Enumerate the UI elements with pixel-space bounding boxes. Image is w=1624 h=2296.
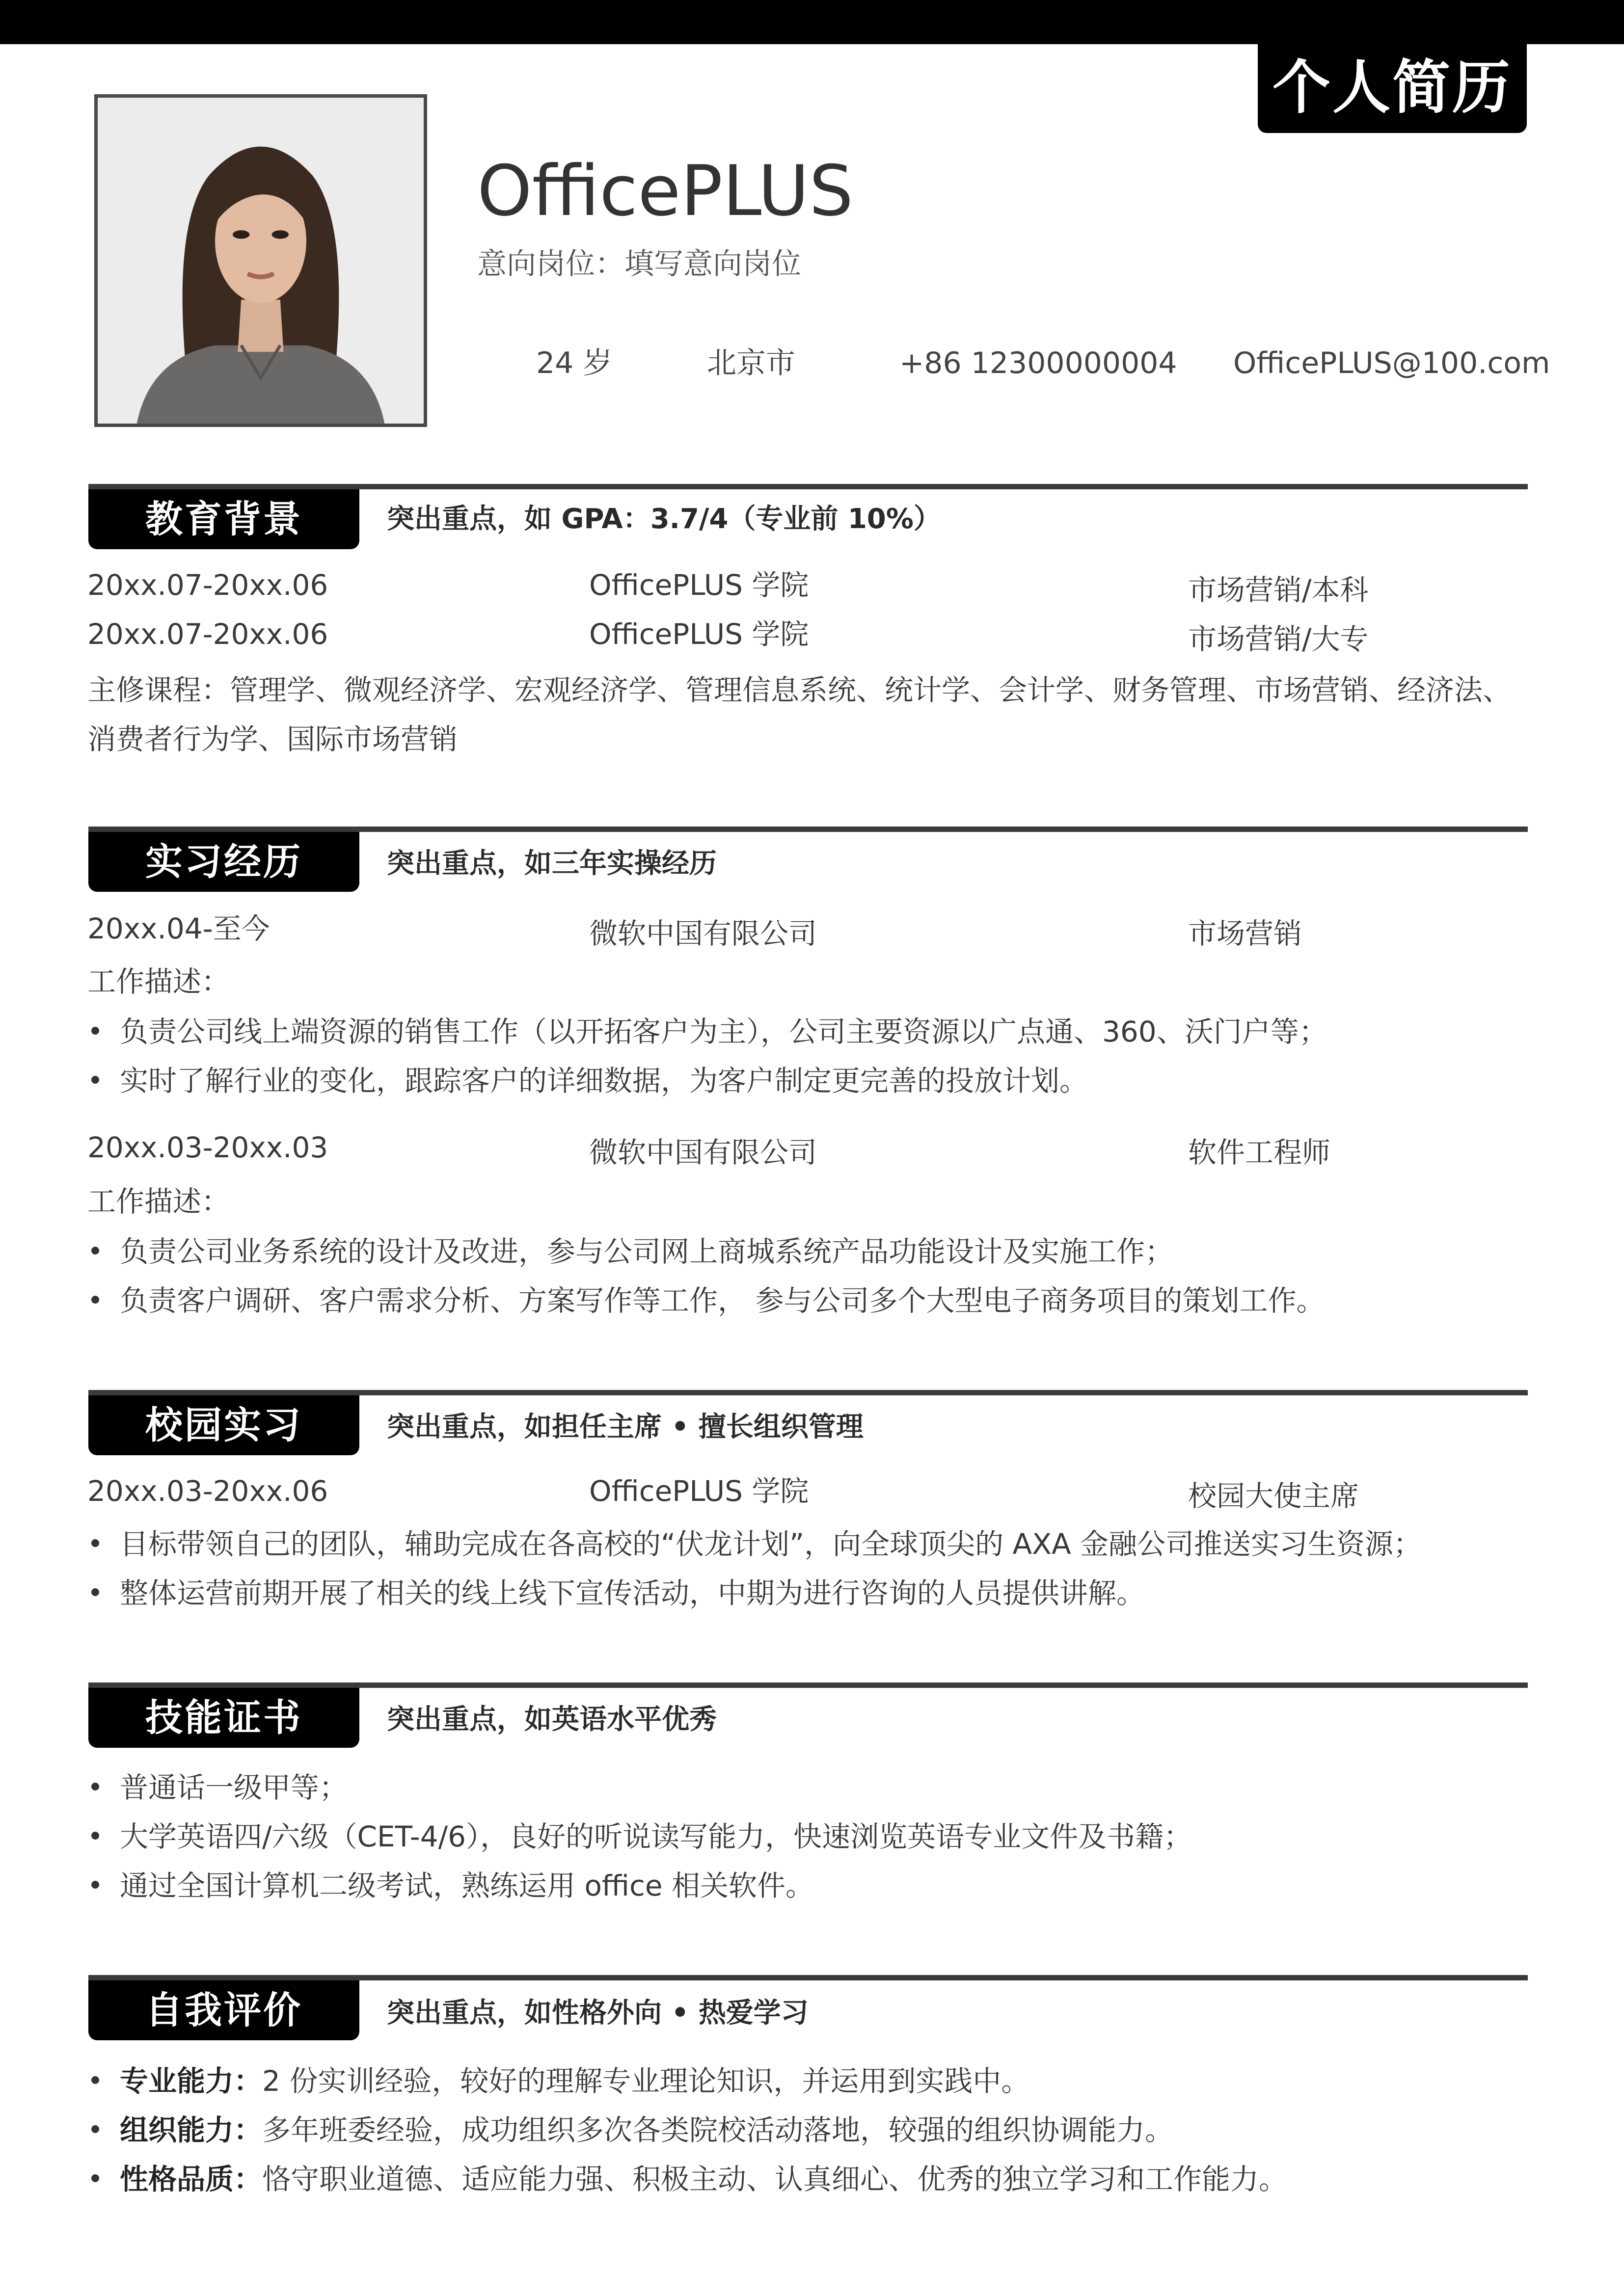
bullet-dot xyxy=(91,1588,99,1596)
edu-major: 市场营销/大专 xyxy=(1188,622,1369,656)
campus-school: OfficePLUS 学院 xyxy=(589,1474,809,1508)
education-divider xyxy=(88,484,1528,489)
edu-date: 20xx.07-20xx.06 xyxy=(87,617,328,651)
list-item: 通过全国计算机二级考试，熟练运用 office 相关软件。 xyxy=(87,1866,814,1905)
bullet-dot xyxy=(91,1881,99,1889)
job-company: 微软中国有限公司 xyxy=(589,917,817,950)
bullet-dot xyxy=(91,1076,99,1084)
city: 北京市 xyxy=(707,346,795,380)
campus-date: 20xx.03-20xx.06 xyxy=(87,1474,328,1508)
education-highlight: 突出重点，如 GPA：3.7/4（专业前 10%） xyxy=(387,503,941,535)
list-item: 性格品质：恪守职业道德、适应能力强、积极主动、认真细心、优秀的独立学习和工作能力。 xyxy=(87,2160,1287,2199)
list-item: 负责公司业务系统的设计及改进，参与公司网上商城系统产品功能设计及实施工作； xyxy=(87,1232,1173,1271)
list-item: 专业能力：2 份实训经验，较好的理解专业理论知识，并运用到实践中。 xyxy=(87,2061,1029,2101)
internship-title: 实习经历 xyxy=(88,832,359,892)
edu-school: OfficePLUS 学院 xyxy=(589,617,809,651)
profile-photo xyxy=(94,94,427,427)
list-item: 大学英语四/六级（CET-4/6），良好的听说读写能力，快速浏览英语专业文件及书籍； xyxy=(87,1817,1192,1856)
bullet-dot xyxy=(91,1027,99,1035)
job-desc-label: 工作描述： xyxy=(87,965,230,998)
campus-role: 校园大使主席 xyxy=(1188,1479,1359,1513)
campus-title: 校园实习 xyxy=(88,1395,359,1455)
age: 24 岁 xyxy=(536,346,613,380)
edu-date: 20xx.07-20xx.06 xyxy=(87,568,328,602)
internship-highlight: 突出重点，如三年实操经历 xyxy=(387,848,717,880)
list-item: 负责客户调研、客户需求分析、方案写作等工作， 参与公司多个大型电子商务项目的策划工作。 xyxy=(87,1281,1325,1320)
bullet-dot xyxy=(91,1539,99,1547)
top-bar xyxy=(0,0,1624,44)
job-desc-label: 工作描述： xyxy=(87,1185,230,1218)
bullet-dot xyxy=(91,1247,99,1255)
candidate-name: OfficePLUS xyxy=(477,151,854,232)
bullet-dot xyxy=(91,2125,99,2133)
resume-badge: 个人简历 xyxy=(1258,42,1527,133)
self-title: 自我评价 xyxy=(88,1980,359,2040)
skills-divider xyxy=(88,1682,1528,1688)
bullet-dot xyxy=(91,1832,99,1840)
skills-highlight: 突出重点，如英语水平优秀 xyxy=(387,1704,717,1735)
self-highlight: 突出重点，如性格外向 • 热爱学习 xyxy=(387,1997,809,2029)
skills-title: 技能证书 xyxy=(88,1688,359,1748)
internship-divider xyxy=(88,827,1528,832)
job-role: 市场营销 xyxy=(1188,917,1302,950)
edu-major: 市场营销/本科 xyxy=(1188,573,1369,607)
list-item: 组织能力：多年班委经验，成功组织多次各类院校活动落地，较强的组织协调能力。 xyxy=(87,2110,1173,2150)
job-company: 微软中国有限公司 xyxy=(589,1136,817,1169)
self-label: 专业能力： xyxy=(120,2064,263,2098)
campus-highlight: 突出重点，如担任主席 • 擅长组织管理 xyxy=(387,1411,864,1443)
bullet-dot xyxy=(91,2174,99,2182)
intended-position: 意向岗位：填写意向岗位 xyxy=(477,247,801,281)
education-title: 教育背景 xyxy=(88,489,359,549)
self-label: 性格品质： xyxy=(120,2163,263,2196)
list-item: 整体运营前期开展了相关的线上线下宣传活动，中期为进行咨询的人员提供讲解。 xyxy=(87,1574,1145,1613)
list-item: 负责公司线上端资源的销售工作（以开拓客户为主），公司主要资源以广点通、360、沃门户等； xyxy=(87,1012,1327,1051)
edu-courses: 主修课程：管理学、微观经济学、宏观经济学、管理信息系统、统计学、会计学、财务管理、市场营销、经济法、消费者行为学、国际市场营销 xyxy=(87,673,1512,756)
bullet-dot xyxy=(91,2076,99,2084)
edu-school: OfficePLUS 学院 xyxy=(589,568,809,602)
self-label: 组织能力： xyxy=(120,2113,263,2147)
list-item: 普通话一级甲等； xyxy=(87,1768,348,1807)
job-date: 20xx.03-20xx.03 xyxy=(87,1131,328,1164)
email: OfficePLUS@100.com xyxy=(1233,346,1550,380)
self-divider xyxy=(88,1975,1528,1980)
bullet-dot xyxy=(91,1783,99,1790)
phone: +86 12300000004 xyxy=(899,346,1177,380)
list-item: 实时了解行业的变化，跟踪客户的详细数据，为客户制定更完善的投放计划。 xyxy=(87,1061,1088,1100)
list-item: 目标带领自己的团队，辅助完成在各高校的“伏龙计划”，向全球顶尖的 AXA 金融公司推送实习生资源； xyxy=(87,1524,1422,1564)
job-role: 软件工程师 xyxy=(1188,1136,1331,1169)
job-date: 20xx.04-至今 xyxy=(87,912,270,945)
bullet-dot xyxy=(91,1296,99,1304)
campus-divider xyxy=(88,1390,1528,1395)
